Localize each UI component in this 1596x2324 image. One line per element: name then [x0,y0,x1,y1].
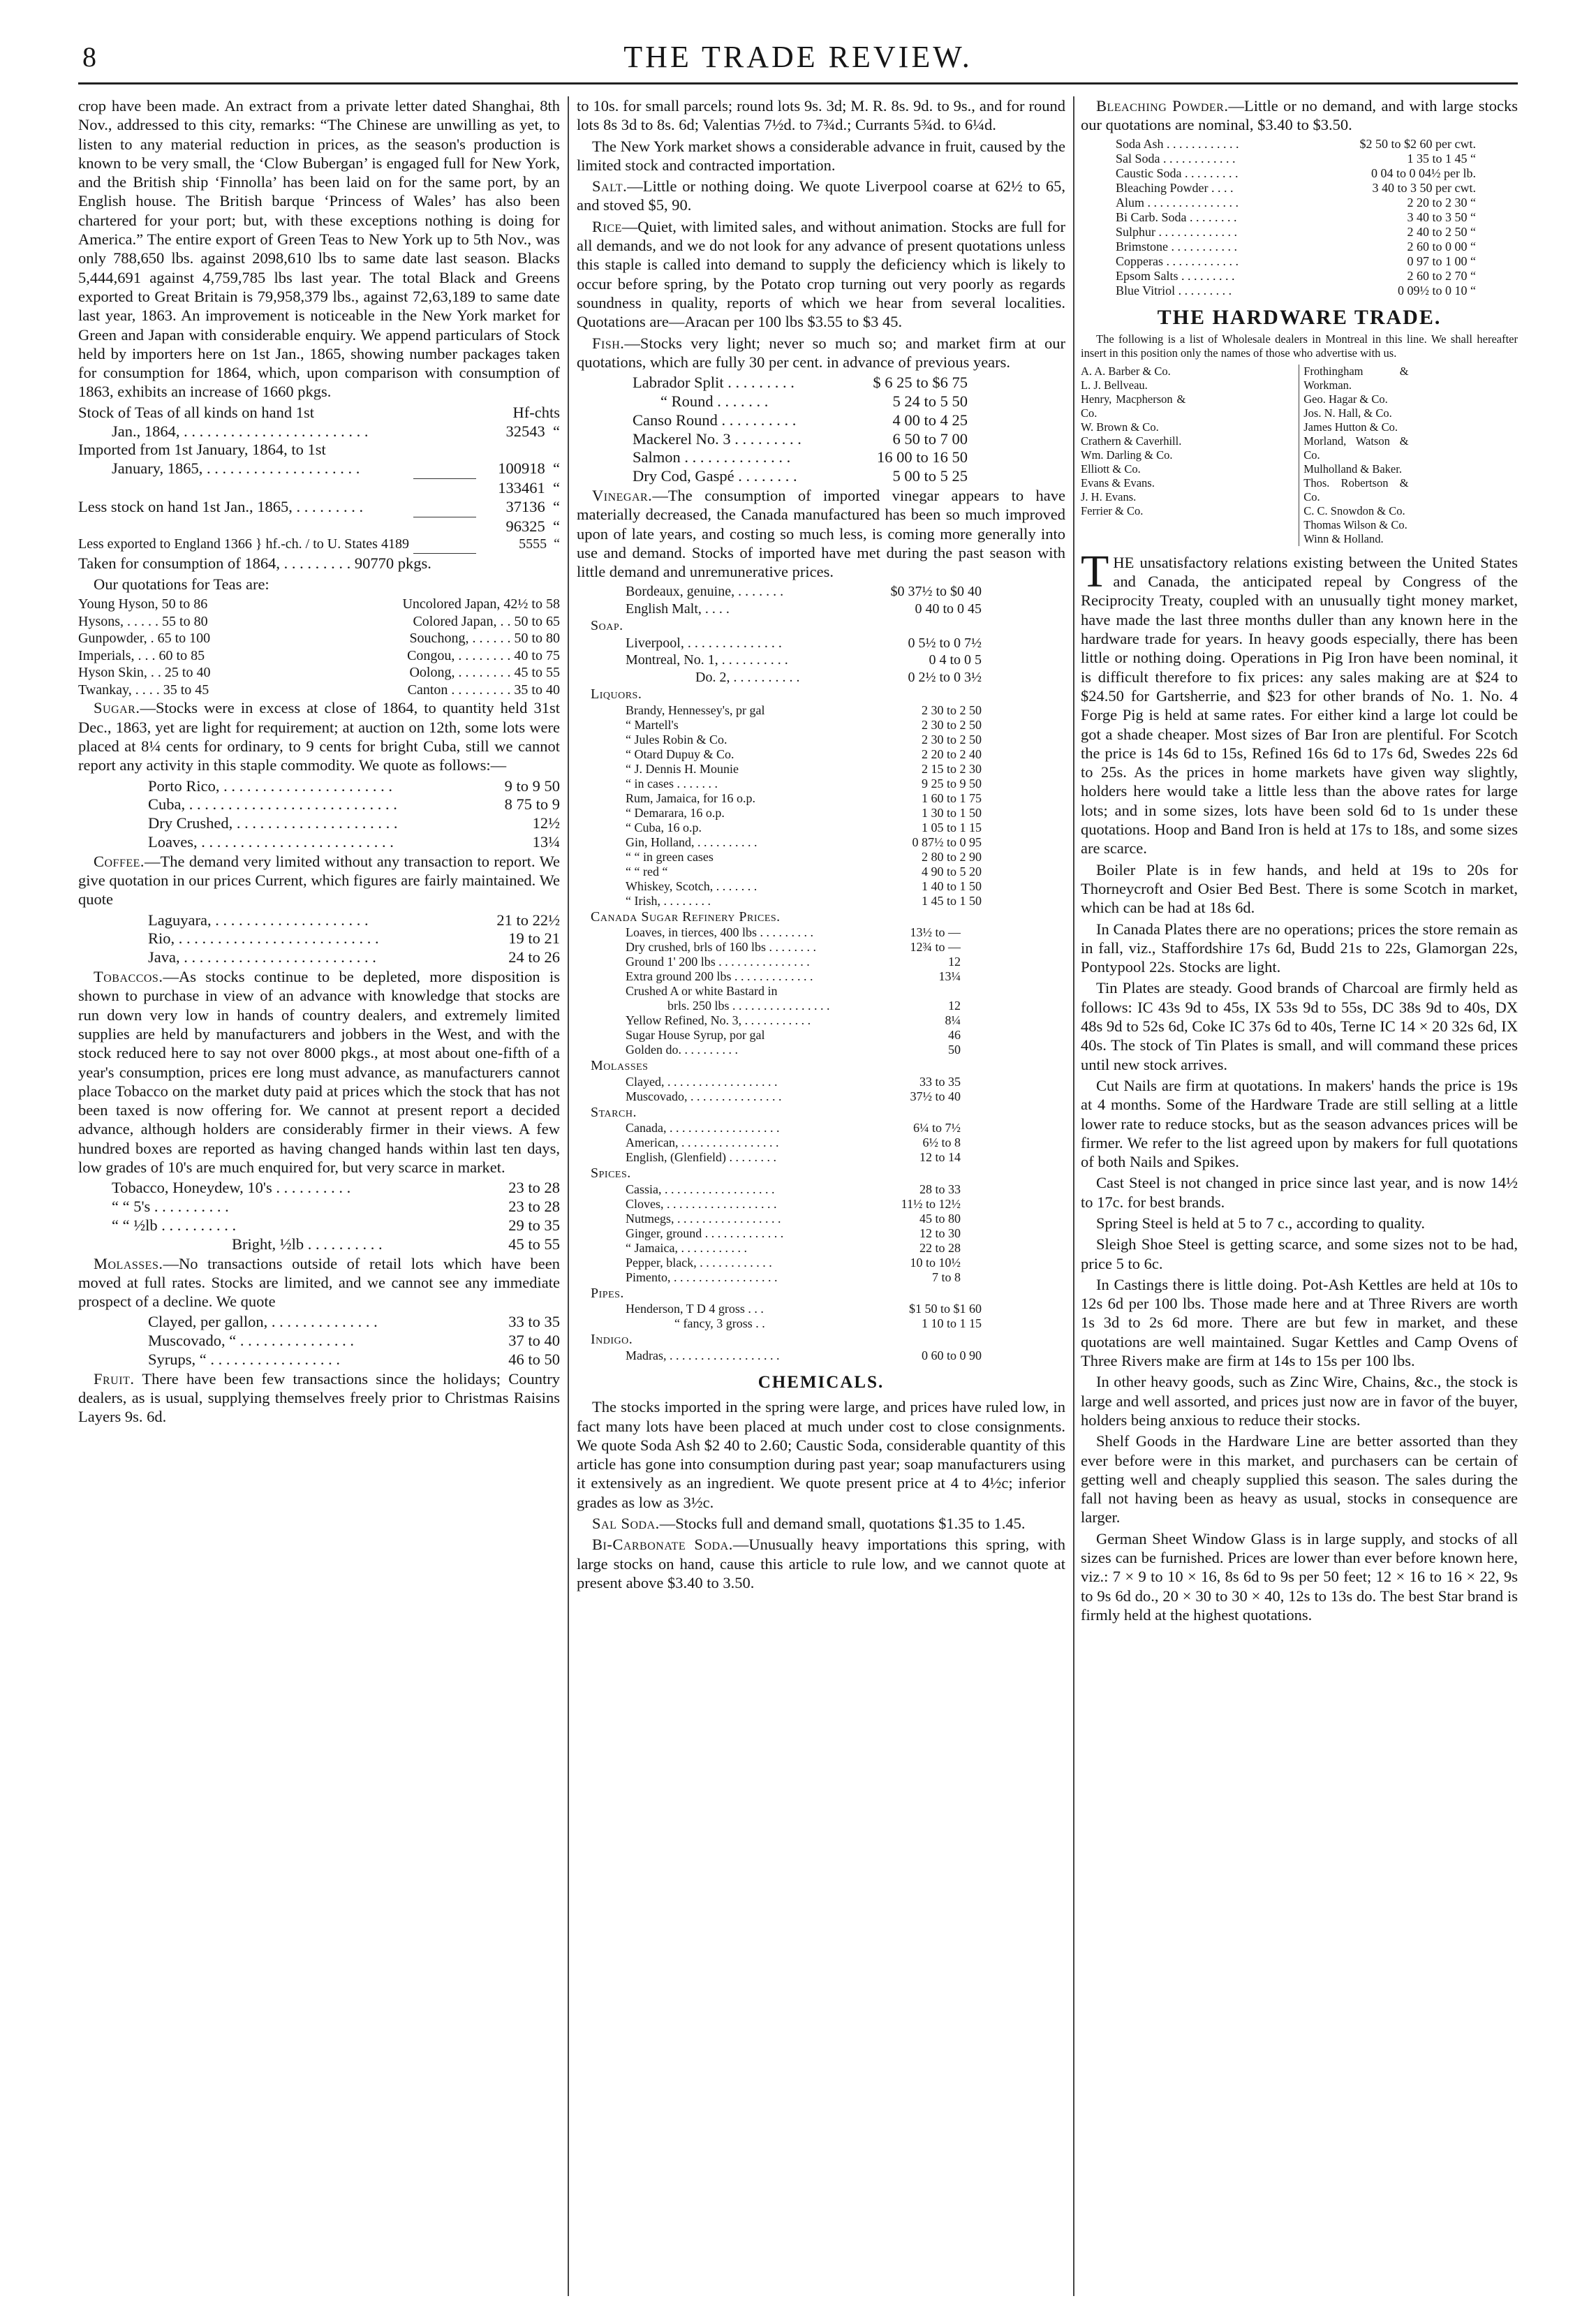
column-3 [1081,96,1518,2296]
tea-intro: Our quotations for Teas are: [94,575,269,594]
tobacco-row: “ “ 5's . . . . . . . . . . 23 to 28 [112,1198,560,1216]
dealer-name: Frothingham & Workman. [1303,364,1409,392]
liquor-row: Rum, Jamaica, for 16 o.p. 1 60 to 1 75 [626,790,982,805]
tea-quote-table [78,596,560,698]
dealer-name: Henry, Macpherson & Co. [1081,392,1186,420]
stock-table [78,422,560,554]
fruit-paragraph: Fruit. There have been few transactions since the holidays; Country dealers, as is usual, supplying themselves freely prior to Christmas Raisins Layers 9s. 6d. [78,1369,560,1426]
tea-row: Gunpowder, . 65 to 100 Souchong, . . . . . . 50 to 80 [78,631,560,647]
molasses-row: Syrups, “ . . . . . . . . . . . . . . . . . 46 to 50 [148,1351,560,1369]
sugar-row: Cuba, . . . . . . . . . . . . . . . . . . . . . . . . . . . 8 75 to 9 [148,795,560,814]
masthead-rule [78,82,1518,84]
pipes-label: Pipes. [591,1285,624,1301]
hardware-paragraph-2: Boiler Plate is in few hands, and held at 19s to 20s for Thorneycroft and Osier Bed Best. There is some Scotch in market, which can be had at 18s 6d. [1081,860,1518,917]
spices-table [577,1182,1065,1285]
bleaching-paragraph: Bleaching Powder.—Little or no demand, and with large stocks our quotations are nominal, $3.40 to $3.50. [1081,97,1518,134]
indigo-label: Indigo. [591,1332,633,1348]
tobacco-row: “ “ ½lb . . . . . . . . . . 29 to 35 [112,1216,560,1234]
pipes-table [577,1302,1065,1331]
liquors-label: Liquors. [591,686,642,703]
molasses2-table [577,1075,1065,1104]
hardware-intro: The following is a list of Wholesale dealers in Montreal in this line. We shall hereafter insert in this position only the names of those who advertise with us. [1081,332,1518,360]
dealer-name: James Hutton & Co. [1303,420,1398,434]
sugar-paragraph: Sugar.—Stocks were in excess at close of 1864, to quantity held 31st Dec., 1863, yet are light for requirement; at auction on 12th, some lots were placed at 8¼ cents for ordinary, to 9 cents for bright Cuba, still we cannot report any activity in this staple commodity. We quote as follows:— [78,699,560,774]
refinery-row: Dry crushed, brls of 160 lbs . . . . . . . . 12¾ to — [626,940,961,955]
stock-row: January, 1865, . . . . . . . . . . . . . . . . . . . . 100918 “ [112,459,560,478]
taken-consumption: Taken for consumption of 1864, . . . . . . . . . 90770 pkgs. [78,554,431,572]
liquor-row: “ Demarara, 16 o.p. 1 30 to 1 50 [626,805,982,820]
spice-row: Cloves, . . . . . . . . . . . . . . . . . . 11½ to 12½ [626,1196,961,1211]
molasses2-row: Muscovado, . . . . . . . . . . . . . . . 37½ to 40 [626,1089,961,1103]
drop-cap: T [1081,545,1109,597]
starch-label: Starch. [591,1104,637,1120]
starch-table [577,1121,1065,1165]
fish-row: Dry Cod, Gaspé . . . . . . . . 5 00 to 5 25 [633,467,968,485]
liquor-row: “ in cases . . . . . . . 9 25 to 9 50 [626,776,982,790]
hardware-paragraph-6: Cast Steel is not changed in price since last year, and is now 14½ to 17c. for best brands. [1081,1174,1518,1211]
tea-row: Young Hyson, 50 to 86 Uncolored Japan, 42½ to 58 [78,596,560,612]
soap-label: Soap. [591,618,623,634]
fish-row: “ Round . . . . . . . 5 24 to 5 50 [660,392,968,410]
dealer-name: Wm. Darling & Co. [1081,448,1173,462]
tobacco-row: Bright, ½lb . . . . . . . . . . 45 to 55 [232,1235,560,1253]
vinegar-row: Bordeaux, genuine, . . . . . . . $0 37½ to $0 40 [626,584,982,600]
chemical-row: Caustic Soda . . . . . . . . . 0 04 to 0 04½ per lb. [1116,166,1476,180]
hardware-paragraph-1: THE unsatisfactory relations existing between the United States and Canada, the anticipated repeal by Congress of the Reciprocity Treaty, coupled with an unusually tight money market, have made the last three months duller than any known here in the hardware trade for years. In heavy goods especially, there has been little or nothing doing. Operations in Pig Iron have been nominal, it is difficult therefore to fix prices: any sales making are at $24 to $24.50 for Gartsherrie, and $23 for other brands of No. 1. No. 4 Forge Pig is held at same rates. For either kind a large lot could be got a shade cheaper. Most sizes of Bar Iron are plentiful. For Scotch the price is 14s 6d to 15s, Refined 16s 6d to 17s 6d, Swedes 22s 6d to 25s. As the prices in home markets have given way slightly, holders here would take a little less than the above rates for large lots; and in some sizes, lots have been sold 6d to 1s under these quotations. Hoop and Band Iron is held at 17s to 18s, and some sizes are scarce. [1081,545,1518,858]
chemical-row: Sal Soda . . . . . . . . . . . . 1 35 to 1 45 “ [1116,151,1476,166]
refinery-row: Extra ground 200 lbs . . . . . . . . . . . . . 13¼ [626,969,961,984]
liquor-table [577,703,1065,909]
indigo-row: Madras, . . . . . . . . . . . . . . . . . . 0 60 to 0 90 [626,1348,982,1362]
sugar-row: Dry Crushed, . . . . . . . . . . . . . . . . . . . . . 12½ [148,814,560,832]
masthead: THE TRADE REVIEW. [623,40,973,74]
starch-row: Canada, . . . . . . . . . . . . . . . . . . 6¼ to 7½ [626,1121,961,1135]
chemical-row: Bleaching Powder . . . . 3 40 to 3 50 per cwt. [1116,180,1476,195]
spice-row: Cassia, . . . . . . . . . . . . . . . . . . 28 to 33 [626,1182,961,1196]
stock-row: Less exported to England 1366 } hf.-ch. / to U. States 4189 5555 “ [78,536,560,552]
liquor-row: Gin, Holland, . . . . . . . . . . 0 87½ to 0 95 [626,834,982,849]
spice-row: Pimento, . . . . . . . . . . . . . . . . . 7 to 8 [626,1270,961,1284]
tea-row: Imperials, . . . 60 to 85 Congou, . . . . . . . . 40 to 75 [78,647,560,663]
dealer-name: Mulholland & Baker. [1303,462,1402,476]
fruit-ny-paragraph: The New York market shows a considerable advance in fruit, caused by the limited stock and contracted importation. [577,137,1065,174]
hardware-heading: THE HARDWARE TRADE. [1157,305,1442,329]
dealer-list-right [1299,365,1518,546]
tea-row: Twankay, . . . . 35 to 45 Canton . . . . . . . . . 35 to 40 [78,682,560,698]
liquor-row: “ “ in green cases 2 80 to 2 90 [626,849,982,864]
liquor-row: “ Martell's 2 30 to 2 50 [626,717,982,732]
chemical-row: Epsom Salts . . . . . . . . . 2 60 to 2 70 “ [1116,268,1476,283]
starch-row: English, (Glenfield) . . . . . . . . 12 to 14 [626,1150,961,1165]
chemicals-heading: CHEMICALS. [758,1372,885,1392]
vinegar-table [577,583,1065,617]
tobacco-table [78,1179,560,1253]
coffee-paragraph: Coffee.—The demand very limited without any transaction to report. We give quotation in our prices Current, which figures are fairly maintained. We quote [78,852,560,909]
refinery-row: brls. 250 lbs . . . . . . . . . . . . . . . . 12 [667,999,961,1013]
dealer-name: Crathern & Caverhill. [1081,434,1182,448]
sugar-row: Porto Rico, . . . . . . . . . . . . . . . . . . . . . . 9 to 9 50 [148,777,560,795]
molasses-paragraph: Molasses.—No transactions outside of retail lots which have been moved at full rates. Stocks are limited, and we cannot see any immediate prospect of a decline. We quote [78,1254,560,1311]
dealer-name: Jos. N. Hall, & Co. [1303,406,1392,420]
coffee-table [78,911,560,967]
liquor-row: “ Irish, . . . . . . . . 1 45 to 1 50 [626,893,982,908]
column-divider-1 [568,96,569,2296]
tobacco-row: Tobacco, Honeydew, 10's . . . . . . . . . . 23 to 28 [112,1179,560,1197]
dealer-list-left [1081,365,1295,546]
tobacco-paragraph: Tobaccos.—As stocks continue to be depleted, more disposition is shown to purchase in view of an advance with knowledge that stocks are run down very low in hands of country dealers, and extremely limited supplies are held by manufacturers and jobbers in the West, and with the stock reduced here to say not over 8000 pkgs., at most about one-fifth of a year's consumption, prices ere long must advance, as manufacturers cannot place Tobacco on the market duty paid at prices which the stock that has not been taxed is now offering for. We cannot at present report a decided advance, although holders are considerably firmer in their views. A few hundred boxes are reported as having changed hands within last ten days, low grades of 10's are much enquired for, but very scarce in market. [78,968,560,1177]
chemical-row: Brimstone . . . . . . . . . . . 2 60 to 0 00 “ [1116,239,1476,253]
soap-row: Montreal, No. 1, . . . . . . . . . . 0 4 to 0 5 [626,652,982,668]
stock-row: Jan., 1864, . . . . . . . . . . . . . . . . . . . . . . . . 32543 “ [112,422,560,440]
sugar-refinery-table [577,925,1065,1057]
soap-table [577,635,1065,686]
chemical-price-table [1081,137,1518,298]
stock-row: 133461 “ [498,478,560,497]
liquor-row: “ Otard Dupuy & Co. 2 20 to 2 40 [626,747,982,761]
spice-row: Nutmegs, . . . . . . . . . . . . . . . . . 45 to 80 [626,1211,961,1226]
soap-row: Do. 2, . . . . . . . . . . 0 2½ to 0 3½ [695,669,982,685]
fish-row: Salmon . . . . . . . . . . . . . . 16 00 to 16 50 [633,448,968,466]
dealer-name: Geo. Hagar & Co. [1303,392,1388,406]
hardware-paragraph-9: In Castings there is little doing. Pot-Ash Kettles are held at 10s to 12s 6d per 100 lbs. Those made here and at Three Rivers are worth 1s 3d to 2s 6d more. There are but few in market, and these quotations are well maintained. Sugar Kettles and Camp Ovens of Three Rivers make are firm at 14s to 15s per 100 lbs. [1081,1275,1518,1370]
coffee-row: Laguyara, . . . . . . . . . . . . . . . . . . . . 21 to 22½ [148,911,560,929]
dealer-name: Thomas Wilson & Co. [1303,517,1407,531]
hardware-paragraph-7: Spring Steel is held at 5 to 7 c., according to quality. [1096,1214,1425,1232]
dealer-name: W. Brown & Co. [1081,420,1159,434]
fish-row: Canso Round . . . . . . . . . . 4 00 to 4 25 [633,411,968,429]
fish-row: Labrador Split . . . . . . . . . $ 6 25 to $6 75 [633,374,968,392]
chemical-row: Alum . . . . . . . . . . . . . . . 2 20 to 2 30 “ [1116,195,1476,209]
dealer-name: Morland, Watson & Co. [1303,434,1409,462]
dealer-name: Elliott & Co. [1081,462,1141,476]
molasses-row: Muscovado, “ . . . . . . . . . . . . . . . 37 to 40 [148,1332,560,1350]
liquor-row: Whiskey, Scotch, . . . . . . . 1 40 to 1 50 [626,878,982,893]
pipe-row: Henderson, T D 4 gross . . . $1 50 to $1 60 [626,1302,982,1316]
liquor-row: Brandy, Hennessey's, pr gal 2 30 to 2 50 [626,703,982,717]
hardware-paragraph-4: Tin Plates are steady. Good brands of Charcoal are firmly held as follows: IC 43s 9d to 45s, IX 53s 9d to 55s, DC 38s 9d to 40s, DX 48s 9d to 52s 6d, Coke IC 37s 6d to 40s, Terne IC 14 × 20 32s 6d, IX 40s. The stock of Tin Plates is small, and will command these prices until new stock arrives. [1081,979,1518,1073]
refinery-row: Golden do. . . . . . . . . . 50 [626,1043,961,1057]
stock-heading: Stock of Teas of all kinds on hand 1st Hf-chts [78,403,560,421]
molasses2-row: Clayed, . . . . . . . . . . . . . . . . . . 33 to 35 [626,1074,961,1089]
dealer-name: L. J. Bellveau. [1081,378,1148,392]
chemical-row: Sulphur . . . . . . . . . . . . . 2 40 to 2 50 “ [1116,224,1476,239]
liquor-row: “ J. Dennis H. Mounie 2 15 to 2 30 [626,761,982,776]
spice-row: “ Jamaica, . . . . . . . . . . . 22 to 28 [626,1240,961,1255]
hardware-paragraph-12: German Sheet Window Glass is in large supply, and stocks of all sizes can be furnished. Prices are lower than ever before known here, viz.: 7 × 9 to 10 × 16, 8s 6d to 9s per 50 feet; 12 × 16 to 16 × 22, 9s to 9s 6d do., 20 × 30 to 30 × 40, 12s to 13s do. The best Star brand is firmly held at the highest quotations. [1081,1529,1518,1624]
starch-row: American, . . . . . . . . . . . . . . . . 6½ to 8 [626,1135,961,1150]
tea-row: Hyson Skin, . . 25 to 40 Oolong, . . . . . . . . 45 to 55 [78,665,560,681]
bicarbonate-paragraph: Bi-Carbonate Soda.—Unusually heavy importations this spring, with large stocks on hand, cause this article to rule low, and we cannot quote at present above $3.40 to 3.50. [577,1536,1065,1591]
fish-paragraph: Fish.—Stocks very light; never so much so; and market firm at our quotations, which are fully 30 per cent. in advance of previous years. [577,334,1065,371]
vinegar-row: English Malt, . . . . 0 40 to 0 45 [626,601,982,617]
sugar-row: Loaves, . . . . . . . . . . . . . . . . . . . . . . . . . 13¼ [148,833,560,851]
hardware-paragraph-3: In Canada Plates there are no operations; prices the store remain as in fall, viz., Staffordshire 17s 6d, Budd 21s to 22s, Glamorgan 22s, Pontypool 22s. Stocks are light. [1081,920,1518,976]
refinery-row: Crushed A or white Bastard in [626,984,778,999]
hardware-paragraph-10: In other heavy goods, such as Zinc Wire, Chains, &c., the stock is large and well assorted, and prices just now are in favor of the buyer, holders being anxious to reduce their stocks. [1081,1373,1518,1429]
chemical-row: Copperas . . . . . . . . . . . . 0 97 to 1 00 “ [1116,253,1476,268]
dealer-name: C. C. Snowdon & Co. [1303,503,1405,517]
refinery-row: Ground 1' 200 lbs . . . . . . . . . . . . . . . 12 [626,955,961,969]
dealer-name: Winn & Holland. [1303,531,1384,545]
molasses-table [78,1313,560,1369]
soap-row: Liverpool, . . . . . . . . . . . . . . 0 5½ to 0 7½ [626,635,982,651]
dealer-name: Ferrier & Co. [1081,503,1144,517]
hardware-paragraph-11: Shelf Goods in the Hardware Line are better assorted than they ever before were in this market, and purchasers can be certain of getting well and cheaply supplied this season. The sales during the fall not having been as heavy as usual, stocks in consequence are larger. [1081,1432,1518,1527]
sugar-refinery-label: Canada Sugar Refinery Prices. [591,909,781,925]
refinery-row: Sugar House Syrup, por gal 46 [626,1028,961,1043]
chemical-row: Bi Carb. Soda . . . . . . . . 3 40 to 3 50 “ [1116,209,1476,224]
sugar-table [78,777,560,852]
refinery-row: Loaves, in tierces, 400 lbs . . . . . . . . . 13½ to — [626,925,961,940]
chemical-row: Blue Vitriol . . . . . . . . . 0 09½ to 0 10 “ [1116,283,1476,297]
fish-table [577,374,1065,486]
liquor-row: “ Cuba, 16 o.p. 1 05 to 1 15 [626,820,982,834]
coffee-row: Java, . . . . . . . . . . . . . . . . . . . . . . . . . 24 to 26 [148,948,560,966]
column-1 [78,96,560,2296]
coffee-row: Rio, . . . . . . . . . . . . . . . . . . . . . . . . . . 19 to 21 [148,929,560,948]
spice-row: Pepper, black, . . . . . . . . . . . . 10 to 10½ [626,1255,961,1270]
dealer-name: J. H. Evans. [1081,490,1137,503]
page-number: 8 [82,41,96,73]
sal-soda-paragraph: Sal Soda.—Stocks full and demand small, quotations $1.35 to 1.45. [592,1515,1026,1532]
hardware-paragraph-8: Sleigh Shoe Steel is getting scarce, and some sizes not to be had, price 5 to 6c. [1081,1235,1518,1272]
dealer-name: A. A. Barber & Co. [1081,364,1171,378]
spices-label: Spices. [591,1165,631,1182]
fruit-continued: to 10s. for small parcels; round lots 9s. 3d; M. R. 8s. 9d. to 9s., and for round lots 8s 3d to 8s. 6d; Valentias 7½d. to 7¾d.; Currants 5¾d. to 6¼d. [577,97,1065,134]
liquor-row: “ Jules Robin & Co. 2 30 to 2 50 [626,732,982,747]
column-2 [577,96,1065,2296]
salt-paragraph: Salt.—Little or nothing doing. We quote Liverpool coarse at 62½ to 65, and stoved $5, 90. [577,177,1065,214]
tea-paragraph: crop have been made. An extract from a private letter dated Shanghai, 8th Nov., addressed to this city, remarks: “The Chinese are unwilling as yet, to listen to any material reduction in prices, as the season's production is known to be very small, the ‘Clow Bubergan’ is engaged full for New York, and the British ship ‘Finnolla’ has been laid on for the same port, by an English house. The British barque ‘Princess of Wales’ has also been chartered for your port; but, with these exceptions nothing is doing for America.” The entire export of Green Teas to New York up to 5th Nov., was only 788,650 lbs. against 2098,610 lbs to same date last season. Blacks 5,444,691 against 4,759,785 lbs last year. The total Black and Greens exported to Great Britain is 79,958,379 lbs., against 72,63,189 to same date last year, 1863. An improvement is noticeable in the New York market for Green and Japan with considerable enquiry. We append particulars of Stock held by importers here on 1st Jan., 1865, showing number packages taken for consumption for 1864, which, upon comparison with consumption of 1863, exhibits an increase of 1660 pkgs. [78,97,560,401]
molasses-row: Clayed, per gallon, . . . . . . . . . . . . . . 33 to 35 [148,1313,560,1331]
fish-row: Mackerel No. 3 . . . . . . . . . 6 50 to 7 00 [633,429,968,448]
indigo-table [577,1348,1065,1363]
spice-row: Ginger, ground . . . . . . . . . . . . . 12 to 30 [626,1226,961,1240]
dealer-list [1081,365,1518,546]
chemical-row: Soda Ash . . . . . . . . . . . . $2 50 to $2 60 per cwt. [1116,136,1476,151]
vinegar-paragraph: Vinegar.—The consumption of imported vinegar appears to have materially decreased, the Canada manufactured has been so much improved upon of late years, and costing so much less, is coming more generally into use and demand. Stocks of imported have met during the past season with little demand and unremunerative prices. [577,486,1065,581]
dealer-name: Thos. Robertson & Co. [1303,476,1409,503]
stock-row: Less stock on hand 1st Jan., 1865, . . . . . . . . . 37136 “ [78,497,560,515]
column-divider-2 [1073,96,1074,2296]
molasses2-label: Molasses [591,1058,649,1074]
stock-row: Imported from 1st January, 1864, to 1st [78,441,326,459]
dealer-name: Evans & Evans. [1081,476,1155,490]
chemicals-paragraph: The stocks imported in the spring were large, and prices have ruled low, in fact many lots have been placed at much under cost to close consignments. We quote Soda Ash $2 40 to 2.60; Caustic Soda, considerable quantity of this article has gone into consumption during past year; soap manufacturers using it extensively as an ingredient. We quote present price at 4 to 4½c; inferior grades as low as 3½c. [577,1398,1065,1511]
hardware-paragraph-5: Cut Nails are firm at quotations. In makers' hands the price is 19s at 4 months. Some of the Hardware Trade are still selling at a little lower rate to reduce stocks, but as the season advances prices will be firmer. We refer to the list agreed upon by makers for full quotations of both Nails and Spikes. [1081,1076,1518,1171]
refinery-row: Yellow Refined, No. 3, . . . . . . . . . . . 8¼ [626,1013,961,1028]
tea-row: Hysons, . . . . . 55 to 80 Colored Japan, . . 50 to 65 [78,613,560,629]
liquor-row: “ “ red “ 4 90 to 5 20 [626,864,982,878]
stock-row: 96325 “ [505,517,560,535]
pipe-row: “ fancy, 3 gross . . 1 10 to 1 15 [674,1316,982,1331]
rice-paragraph: Rice—Quiet, with limited sales, and without animation. Stocks are full for all demands, and we do not look for any advance of present quotations unless this staple is called into demand to supply the deficiency which is likely to occur before spring, by the Potato crop turning out very poorly as regards soundness in quality, reports of which we hear from several localities. Quotations are—Aracan per 100 lbs $3.55 to $3 45. [577,217,1065,331]
